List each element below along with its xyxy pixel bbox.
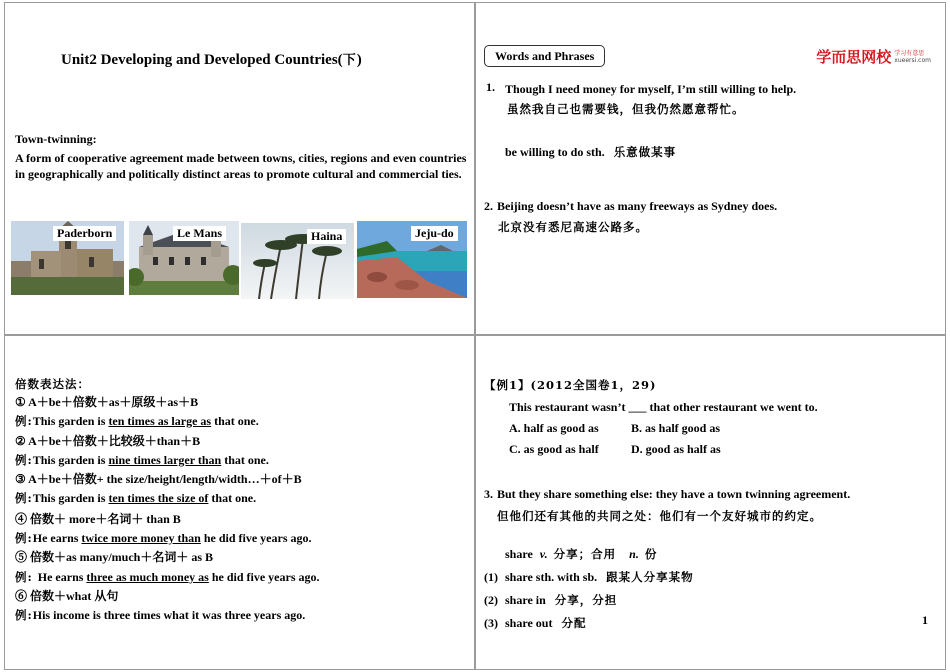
example-4 <box>15 531 312 546</box>
phrase-chinese: 分配 <box>561 616 587 630</box>
phrase-3 <box>484 616 586 631</box>
item-1-english: Though I need money for myself, I’m still willing to help. <box>505 82 797 96</box>
example-text: He earns <box>32 531 82 545</box>
town-twinning-definition: A form of cooperative agreement made between towns, cities, regions and even countries in geographically and politically distinct areas to promote cultural and commercial ties. <box>15 151 467 181</box>
item-2-chinese: 北京没有悉尼高速公路多。 <box>498 220 648 234</box>
example-text: This garden is <box>32 453 109 467</box>
logo-text: 学而思网校 <box>816 48 892 66</box>
example-text: that one. <box>208 491 257 505</box>
words-and-phrases-box: Words and Phrases <box>484 45 605 67</box>
rule-2: ② A＋be＋倍数＋比较级＋than＋B <box>15 434 201 448</box>
logo-url: xueersi.com <box>894 56 931 64</box>
example-text: that one. <box>211 414 259 428</box>
photo-label-le-mans: Le Mans <box>173 226 226 241</box>
example-underlined: nine times larger than <box>108 453 222 467</box>
item-3-number: 3. <box>484 487 493 501</box>
phrase-number: (1) <box>484 570 498 584</box>
logo-slogan: 学习有意思 <box>894 49 925 57</box>
slide-4 <box>475 335 946 670</box>
option-d: D. good as half as <box>631 442 721 456</box>
photo-label-haina: Haina <box>307 229 346 244</box>
item-1-number: 1. <box>486 80 495 94</box>
example-source: (2012全国卷1，29) <box>530 378 657 392</box>
phrase-chinese: 分享，分担 <box>554 593 618 607</box>
item-1-chinese: 虽然我自己也需要钱，但我仍然愿意帮忙。 <box>507 102 745 116</box>
example-6 <box>15 608 305 623</box>
photo-paderborn <box>11 221 124 295</box>
example-5 <box>15 570 320 585</box>
example-prefix: 例: <box>15 570 38 584</box>
example-prefix: 例: <box>15 414 33 428</box>
share-pos-noun: n. <box>629 547 639 561</box>
example-text: This garden is <box>32 491 109 505</box>
xueersi-logo <box>816 46 931 67</box>
phrase-1 <box>484 570 694 585</box>
option-b: B. as half good as <box>631 421 721 435</box>
example-prefix: 例: <box>15 608 33 622</box>
example-3 <box>15 491 256 506</box>
item-3-chinese: 但他们还有其他的共同之处：他们有一个友好城市的约定。 <box>497 509 822 523</box>
example-text: that one. <box>221 453 269 467</box>
phrase-willing <box>505 145 676 160</box>
phrase-chinese: 跟某人分享某物 <box>606 570 694 584</box>
title-cn: 下 <box>342 53 357 68</box>
item-2-number: 2. <box>484 199 493 213</box>
example-underlined: three as much money as <box>86 570 209 584</box>
example-text: he did five years ago. <box>200 531 312 545</box>
photo-label-jeju-do: Jeju-do <box>411 226 458 241</box>
rule-3: ③ A＋be＋倍数+ the size/height/length/width…＋of＋B <box>15 472 302 486</box>
example-text: His income is three times what it was three years ago. <box>32 608 306 622</box>
rule-5: ⑤ 倍数＋as many/much＋名词＋ as B <box>15 550 214 564</box>
example-text: he did five years ago. <box>208 570 320 584</box>
example-question-header <box>484 378 656 393</box>
example-1 <box>15 414 259 429</box>
item-3-english: But they share something else: they have a town twinning agreement. <box>497 487 851 501</box>
logo-subtext <box>894 50 931 64</box>
example-prefix: 例: <box>15 453 33 467</box>
example-underlined: ten times as large as <box>108 414 212 428</box>
photo-le-mans <box>129 221 239 295</box>
phrase-willing-en: be willing to do sth. <box>505 145 605 159</box>
phrase-number: (3) <box>484 616 498 630</box>
rule-4: ④ 倍数＋ more＋名词＋ than B <box>15 512 181 526</box>
example-underlined: twice more money than <box>81 531 201 545</box>
item-2-english: Beijing doesn’t have as many freeways as Sydney does. <box>497 199 778 213</box>
example-prefix: 例: <box>15 491 33 505</box>
share-pos-verb: v. <box>539 547 548 561</box>
example-underlined: ten times the size of <box>108 491 209 505</box>
share-verb-meaning: 分享；合用 <box>553 547 617 561</box>
page-number: 1 <box>922 613 928 627</box>
photo-haina <box>241 223 354 299</box>
rule-1: ① A＋be＋倍数＋as＋原级＋as＋B <box>15 395 199 409</box>
slide-title <box>61 49 362 69</box>
phrase-english: share sth. with sb. <box>505 570 598 584</box>
example-tag: 【例1】 <box>484 378 531 392</box>
example-2 <box>15 453 269 468</box>
multiples-heading: 倍数表达法： <box>15 377 90 391</box>
phrase-2 <box>484 593 617 608</box>
photo-jeju-do <box>357 221 467 298</box>
title-text: Unit2 Developing and Developed Countries( <box>61 52 343 68</box>
photo-label-paderborn: Paderborn <box>53 226 116 241</box>
example-text: This garden is <box>32 414 109 428</box>
share-noun-meaning: 份 <box>644 547 658 561</box>
rule-6: ⑥ 倍数＋what 从句 <box>15 589 119 603</box>
share-word: share <box>505 547 533 561</box>
phrase-english: share in <box>505 593 546 607</box>
example-text: He earns <box>37 570 87 584</box>
title-close: ) <box>356 52 362 68</box>
example-prefix: 例: <box>15 531 33 545</box>
option-c: C. as good as half <box>509 442 599 456</box>
phrase-willing-cn: 乐意做某事 <box>613 145 677 159</box>
example-question: This restaurant wasn’t ___ that other restaurant we went to. <box>509 400 818 414</box>
share-definition <box>505 547 657 562</box>
slide-1 <box>4 2 475 335</box>
option-a: A. half as good as <box>509 421 599 435</box>
phrase-number: (2) <box>484 593 498 607</box>
town-twinning-heading: Town-twinning: <box>15 132 97 146</box>
phrase-english: share out <box>505 616 553 630</box>
slide-2 <box>475 2 946 335</box>
slide-3 <box>4 335 475 670</box>
